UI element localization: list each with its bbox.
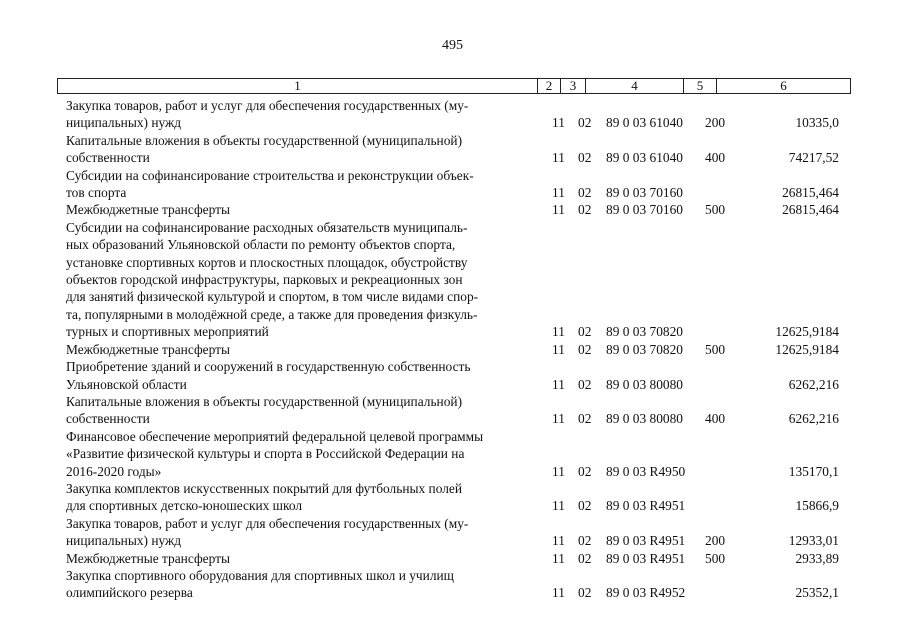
table-row (0, 515, 905, 550)
subsection-code: 02 (578, 324, 592, 340)
expense-type-code: 200 (705, 115, 726, 131)
section-code: 11 (552, 463, 565, 479)
target-article-code: 89 0 03 R4951 (606, 550, 686, 566)
expense-type-code: 500 (705, 341, 726, 357)
amount: 12625,9184 (775, 324, 839, 340)
expense-type-code: 200 (705, 533, 726, 549)
table-row (0, 550, 905, 567)
target-article-code: 89 0 03 R4950 (606, 463, 686, 479)
target-article-code: 89 0 03 R4952 (606, 585, 686, 601)
subsection-code: 02 (578, 411, 592, 427)
subsection-code: 02 (578, 376, 592, 392)
section-code: 11 (552, 550, 565, 566)
amount: 26815,464 (782, 202, 839, 218)
row-description: Капитальные вложения в объекты государственной (муниципальной) собственности (66, 393, 463, 427)
amount: 15866,9 (795, 498, 839, 514)
row-description: Закупка товаров, работ и услуг для обеспечения государственных (му- ниципальных) нужд (66, 98, 469, 131)
table-row (0, 480, 905, 515)
subsection-code: 02 (578, 463, 592, 479)
target-article-code: 89 0 03 80080 (606, 376, 683, 392)
column-header-3: 3 (561, 79, 586, 94)
target-article-code: 89 0 03 61040 (606, 150, 683, 166)
column-header-table (57, 78, 851, 94)
section-code: 11 (552, 341, 565, 357)
target-article-code: 89 0 03 61040 (606, 115, 683, 131)
subsection-code: 02 (578, 498, 592, 514)
amount: 26815,464 (782, 185, 839, 201)
target-article-code: 89 0 03 R4951 (606, 533, 686, 549)
subsection-code: 02 (578, 115, 592, 131)
column-header-row (58, 79, 851, 94)
column-header-6: 6 (717, 79, 851, 94)
subsection-code: 02 (578, 533, 592, 549)
section-code: 11 (552, 498, 565, 514)
column-header-2: 2 (538, 79, 561, 94)
column-header-5: 5 (684, 79, 717, 94)
row-description: Капитальные вложения в объекты государственной (муниципальной) собственности (66, 132, 463, 166)
row-description: Межбюджетные трансферты (66, 202, 230, 218)
row-description: Приобретение зданий и сооружений в государственную собственность Ульяновской области (66, 359, 471, 392)
row-description: Межбюджетные трансферты (66, 550, 230, 566)
amount: 74217,52 (788, 150, 839, 166)
row-description: Закупка комплектов искусственных покрытий для футбольных полей для спортивных детско-юношеских школ (66, 480, 463, 514)
amount: 135170,1 (788, 463, 839, 479)
amount: 6262,216 (788, 376, 839, 392)
target-article-code: 89 0 03 70820 (606, 341, 683, 357)
amount: 25352,1 (795, 585, 839, 601)
target-article-code: 89 0 03 70160 (606, 185, 683, 201)
expense-type-code: 500 (705, 202, 726, 218)
column-header-1: 1 (58, 79, 538, 94)
subsection-code: 02 (578, 550, 592, 566)
table-row (0, 358, 905, 393)
amount: 2933,89 (795, 550, 839, 566)
amount: 12933,01 (788, 533, 839, 549)
table-row (0, 201, 905, 218)
table-row (0, 428, 905, 480)
row-description: Закупка спортивного оборудования для спортивных школ и училищ олимпийского резерва (66, 567, 454, 601)
table-row (0, 167, 905, 202)
subsection-code: 02 (578, 341, 592, 357)
subsection-code: 02 (578, 150, 592, 166)
row-description: Финансовое обеспечение мероприятий федеральной целевой программы «Развитие физической культуры и спорта в Российской Федерации на 2016-2020 годы» (66, 428, 484, 479)
section-code: 11 (552, 115, 565, 131)
section-code: 11 (552, 324, 565, 340)
table-row (0, 341, 905, 358)
row-description: Субсидии на софинансирование строительства и реконструкции объек- тов спорта (66, 167, 474, 201)
table-row (0, 567, 905, 602)
row-description: Закупка товаров, работ и услуг для обеспечения государственных (му- ниципальных) нужд (66, 515, 469, 549)
target-article-code: 89 0 03 R4951 (606, 498, 686, 514)
subsection-code: 02 (578, 585, 592, 601)
section-code: 11 (552, 411, 565, 427)
target-article-code: 89 0 03 70820 (606, 324, 683, 340)
section-code: 11 (552, 585, 565, 601)
table-row (0, 219, 905, 341)
subsection-code: 02 (578, 185, 592, 201)
table-body (0, 97, 905, 602)
expense-type-code: 500 (705, 550, 726, 566)
section-code: 11 (552, 202, 565, 218)
section-code: 11 (552, 376, 565, 392)
table-row (0, 132, 905, 167)
section-code: 11 (552, 533, 565, 549)
table-row (0, 393, 905, 428)
section-code: 11 (552, 150, 565, 166)
amount: 12625,9184 (775, 341, 839, 357)
table-row (0, 97, 905, 132)
target-article-code: 89 0 03 70160 (606, 202, 683, 218)
section-code: 11 (552, 185, 565, 201)
page-number: 495 (442, 38, 463, 53)
subsection-code: 02 (578, 202, 592, 218)
row-description: Межбюджетные трансферты (66, 341, 230, 357)
column-header-4: 4 (586, 79, 684, 94)
expense-type-code: 400 (705, 411, 726, 427)
amount: 6262,216 (788, 411, 839, 427)
expense-type-code: 400 (705, 150, 726, 166)
amount: 10335,0 (795, 115, 839, 131)
target-article-code: 89 0 03 80080 (606, 411, 683, 427)
row-description: Субсидии на софинансирование расходных обязательств муниципаль- ных образований Ульяновской области по ремонту объектов спорта, установке спортивных кортов и плоскостных площадок, обустройству объектов городской инфраструктуры, парковых и рекреационных зон для занятий физической культурой и спортом, в том числе видами спор- та, популярными в молодёжной среде, а также для проведения физкуль- турных и спортивных мероприятий (66, 219, 479, 340)
